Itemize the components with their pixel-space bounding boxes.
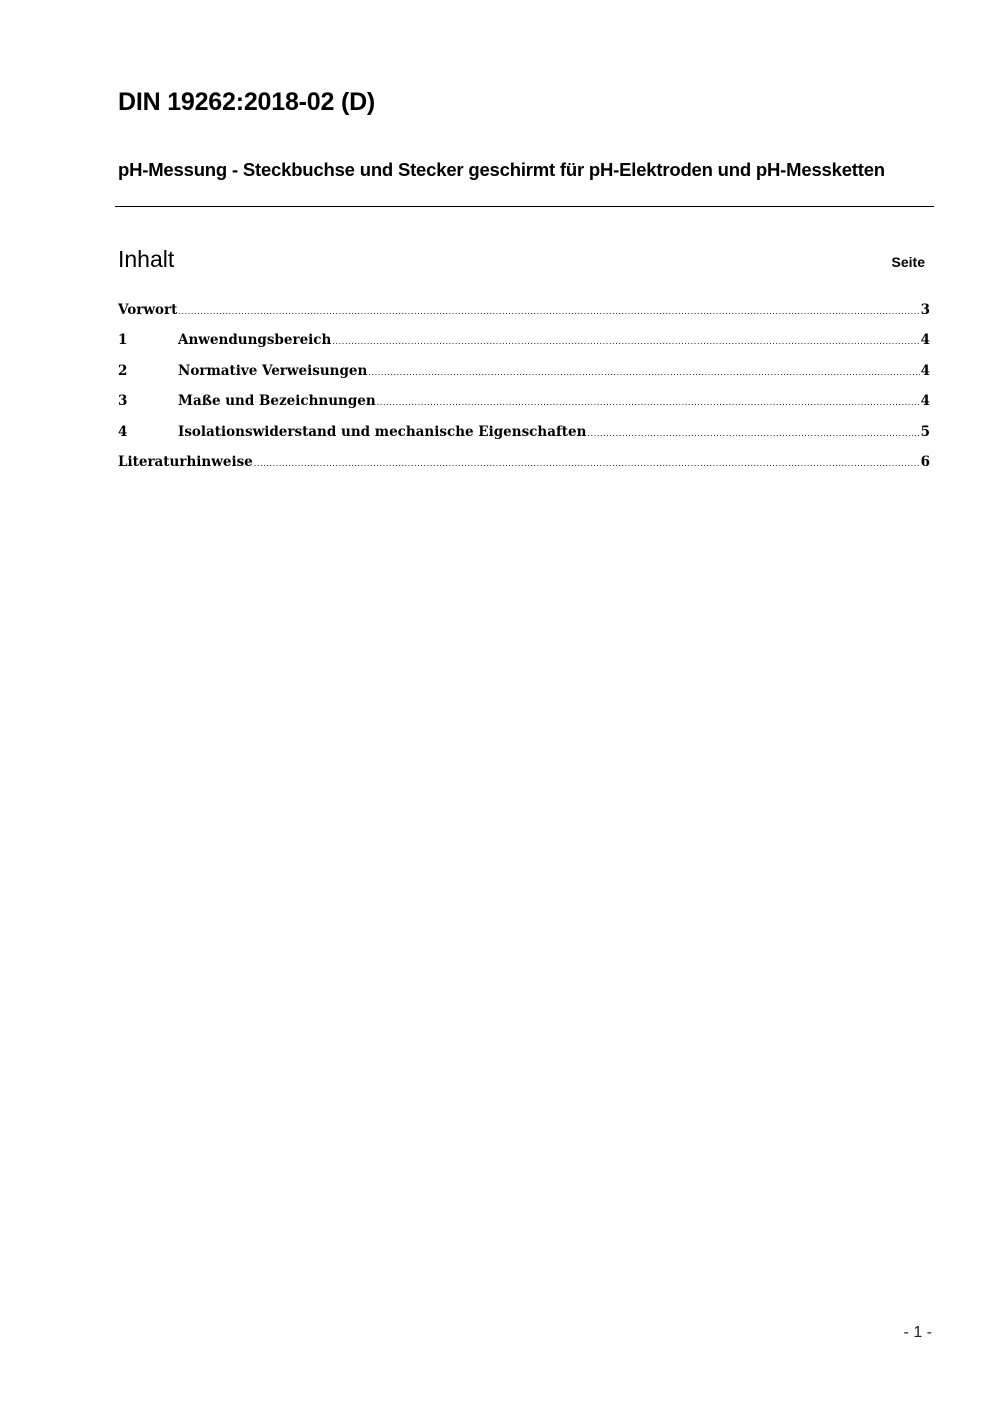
toc-entry-label: Anwendungsbereich xyxy=(178,332,332,349)
toc-entry-isolationswiderstand[interactable] xyxy=(118,424,930,454)
toc-entry-label: Literaturhinweise xyxy=(118,453,253,470)
toc-dot-leader xyxy=(254,459,920,468)
toc-dot-leader xyxy=(587,429,919,438)
toc-heading: Inhalt xyxy=(118,246,175,272)
toc-entry-page: 6 xyxy=(920,453,930,470)
toc-entry-vorwort[interactable] xyxy=(118,302,930,332)
toc-entry-page: 3 xyxy=(920,302,930,318)
toc-entry-anwendungsbereich[interactable] xyxy=(118,332,930,362)
toc-entry-number: 3 xyxy=(118,393,128,410)
toc-page-column-heading: Seite xyxy=(891,254,925,270)
toc-entry-masse-und-bezeichnungen[interactable] xyxy=(118,393,930,423)
toc-dot-leader xyxy=(178,307,919,316)
title-divider xyxy=(115,206,934,207)
toc-entry-page: 5 xyxy=(920,423,930,440)
toc-entry-number: 1 xyxy=(118,332,128,349)
page-number: - 1 - xyxy=(903,1324,932,1341)
toc-entry-page: 4 xyxy=(920,362,930,379)
table-of-contents xyxy=(118,302,930,484)
toc-dot-leader xyxy=(377,398,920,407)
toc-entry-label: Vorwort xyxy=(118,302,178,318)
toc-entry-label: Normative Verweisungen xyxy=(178,362,368,379)
toc-entry-normative-verweisungen[interactable] xyxy=(118,363,930,393)
document-title: DIN 19262:2018-02 (D) xyxy=(118,88,376,116)
toc-entry-label: Isolationswiderstand und mechanische Eigenschaften xyxy=(178,423,587,440)
toc-entry-label: Maße und Bezeichnungen xyxy=(178,393,376,410)
toc-dot-leader xyxy=(332,337,919,346)
document-subtitle: pH-Messung - Steckbuchse und Stecker geschirmt für pH-Elektroden und pH-Messketten xyxy=(118,159,885,180)
toc-entry-page: 4 xyxy=(920,332,930,349)
toc-entry-number: 4 xyxy=(118,423,128,440)
toc-dot-leader xyxy=(368,368,919,377)
toc-entry-number: 2 xyxy=(118,362,128,379)
toc-entry-page: 4 xyxy=(920,393,930,410)
toc-entry-literaturhinweise[interactable] xyxy=(118,454,930,484)
